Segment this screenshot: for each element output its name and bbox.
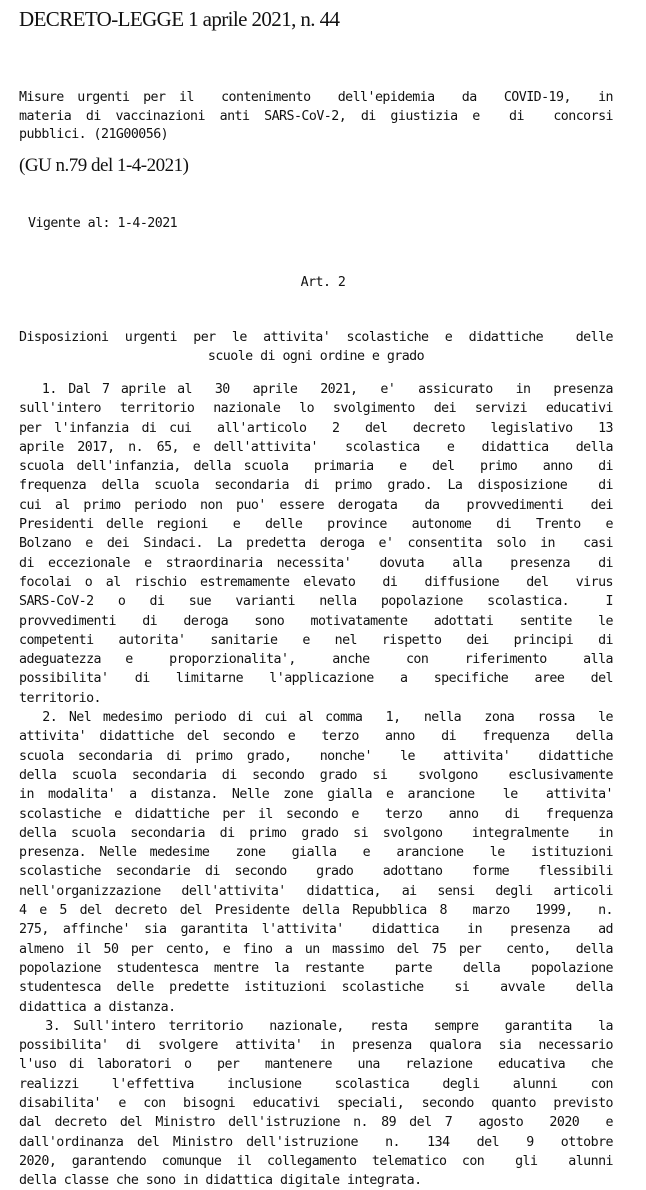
paragraph-line: 2020, garantendo comunque il collegamento telematico con gli alunni (19, 1153, 613, 1169)
paragraph-line: scolastiche e didattiche per il secondo e terzo anno di frequenza (19, 806, 613, 822)
subtitle-line: materia di vaccinazioni anti SARS-CoV-2, di giustizia e di concorsi (19, 108, 613, 124)
document-subtitle (19, 89, 613, 145)
paragraph-line: 275, affinche' sia garantita l'attivita' didattica in presenza ad (19, 922, 613, 938)
article-heading (19, 329, 613, 366)
paragraph-line: studentesca delle predette istituzioni scolastiche si avvale della (19, 980, 613, 996)
paragraph-line: 3. Sull'intero territorio nazionale, resta sempre garantita la (19, 1018, 613, 1034)
article-heading-line: Disposizioni urgenti per le attivita' scolastiche e didattiche delle (19, 330, 613, 345)
paragraph-line: della scuola secondaria di secondo grado si svolgono esclusivamente (19, 767, 613, 783)
paragraph-line: adeguatezza e proporzionalita', anche con riferimento alla (19, 652, 613, 668)
paragraph-line: l'uso di laboratori o per mantenere una relazione educativa che (19, 1057, 613, 1073)
paragraph-1 (19, 380, 613, 708)
article-number: Art. 2 (300, 275, 346, 290)
paragraph-line: 2. Nel medesimo periodo di cui al comma 1, nella zona rossa le (19, 710, 613, 726)
paragraph-line: dal decreto del Ministro dell'istruzione n. 89 del 7 agosto 2020 e (19, 1115, 613, 1131)
subtitle-line: pubblici. (21G00056) (19, 127, 169, 142)
paragraph-line: presenza. Nelle medesime zone gialla e arancione le istituzioni (19, 845, 613, 861)
paragraph-line: 4 e 5 del decreto del Presidente della Repubblica 8 marzo 1999, n. (19, 903, 613, 919)
paragraph-line: per l'infanzia di cui all'articolo 2 del decreto legislativo 13 (19, 420, 613, 436)
paragraph-line: Presidenti delle regioni e delle province autonome di Trento e (19, 517, 613, 533)
paragraph-line: di eccezionale e straordinaria necessita' dovuta alla presenza di (19, 555, 613, 571)
paragraph-line: focolai o al rischio estremamente elevato di diffusione del virus (19, 574, 613, 590)
paragraph-line: sull'intero territorio nazionale lo svolgimento dei servizi educativi (19, 401, 613, 417)
paragraph-2 (19, 708, 613, 1017)
paragraph-3 (19, 1017, 613, 1190)
paragraph-line: dall'ordinanza del Ministro dell'istruzione n. 134 del 9 ottobre (19, 1134, 613, 1150)
paragraph-line: provvedimenti di deroga sono motivatamente adottati sentite le (19, 613, 613, 629)
paragraph-line: scolastiche secondarie di secondo grado adottano forme flessibili (19, 864, 613, 880)
paragraph-line: frequenza della scuola secondaria di primo grado. La disposizione di (19, 478, 613, 494)
paragraph-line: territorio. (19, 690, 102, 706)
paragraph-line: aprile 2017, n. 65, e dell'attivita' scolastica e didattica della (19, 439, 613, 455)
paragraph-line: disabilita' e con bisogni educativi speciali, secondo quanto previsto (19, 1095, 613, 1111)
gazette-reference: (GU n.79 del 1-4-2021) (19, 155, 189, 176)
paragraph-line: Bolzano e dei Sindaci. La predetta deroga e' consentita solo in casi (19, 536, 613, 552)
paragraph-line: competenti autorita' sanitarie e nel rispetto dei principi di (19, 632, 613, 648)
paragraph-line: attivita' didattiche del secondo e terzo anno di frequenza della (19, 729, 613, 745)
paragraph-line: nell'organizzazione dell'attivita' didattica, ai sensi degli articoli (19, 883, 613, 899)
subtitle-line: Misure urgenti per il contenimento dell'epidemia da COVID-19, in (19, 90, 613, 105)
paragraph-line: della classe che sono in didattica digitale integrata. (19, 1173, 422, 1189)
paragraph-line: almeno il 50 per cento, e fino a un massimo del 75 per cento, della (19, 941, 613, 957)
paragraph-line: didattica a distanza. (19, 999, 176, 1015)
paragraph-line: scuola secondaria di primo grado, nonche' le attivita' didattiche (19, 748, 613, 764)
paragraph-line: possibilita' di svolgere attivita' in presenza qualora sia necessario (19, 1038, 613, 1054)
paragraph-line: SARS-CoV-2 o di sue varianti nella popolazione scolastica. I (19, 594, 613, 610)
paragraph-line: possibilita' di limitarne l'applicazione a specifiche aree del (19, 671, 613, 687)
paragraph-line: della scuola secondaria di primo grado si svolgono integralmente in (19, 825, 613, 841)
document-title: DECRETO-LEGGE 1 aprile 2021, n. 44 (19, 7, 340, 31)
in-force-date: Vigente al: 1-4-2021 (28, 216, 178, 231)
paragraph-line: 1. Dal 7 aprile al 30 aprile 2021, e' assicurato in presenza (19, 382, 613, 397)
paragraph-line: realizzi l'effettiva inclusione scolastica degli alunni con (19, 1076, 613, 1092)
article-body (19, 380, 613, 1190)
paragraph-line: popolazione studentesca mentre la restante parte della popolazione (19, 960, 613, 976)
article-heading-line: scuole di ogni ordine e grado (207, 348, 425, 364)
paragraph-line: in modalita' a distanza. Nelle zone gialla e arancione le attivita' (19, 787, 613, 803)
paragraph-line: cui al primo periodo non puo' essere derogata da provvedimenti dei (19, 497, 613, 513)
paragraph-line: scuola dell'infanzia, della scuola primaria e del primo anno di (19, 459, 613, 475)
